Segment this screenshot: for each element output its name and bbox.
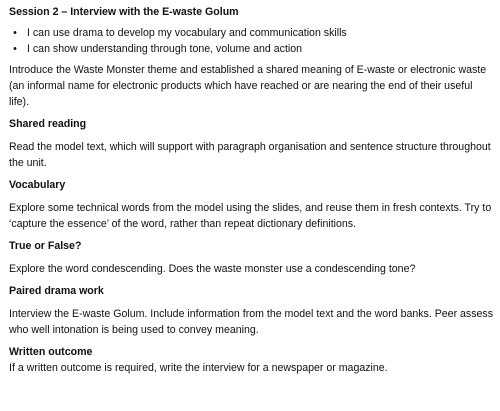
section-heading: Vocabulary <box>9 179 66 191</box>
learning-objective-item <box>9 25 494 41</box>
session-title: Session 2 – Interview with the E-waste Golum <box>9 6 239 18</box>
section-true-or-false <box>9 238 494 277</box>
intro-paragraph: Introduce the Waste Monster theme and established a shared meaning of E-waste or electronic waste (an informal name for electronic products which have reached or are nearing the end of their useful life). <box>9 64 487 108</box>
section-body: Explore the word condescending. Does the waste monster use a condescending tone? <box>9 263 416 275</box>
section-paired-drama-work <box>9 283 494 338</box>
section-shared-reading <box>9 116 494 171</box>
section-heading: True or False? <box>9 240 82 252</box>
learning-objective-item <box>9 41 494 57</box>
section-heading: Written outcome <box>9 346 93 358</box>
learning-objective-text: I can use drama to develop my vocabulary and communication skills <box>27 27 347 39</box>
section-body: Read the model text, which will support with paragraph organisation and sentence structure throughout the unit. <box>9 141 491 169</box>
bullet-icon: • <box>13 43 17 55</box>
section-written-outcome <box>9 344 494 376</box>
learning-objective-text: I can show understanding through tone, volume and action <box>27 43 303 55</box>
learning-objectives-list <box>9 25 494 57</box>
section-body: If a written outcome is required, write the interview for a newspaper or magazine. <box>9 362 388 374</box>
section-heading: Paired drama work <box>9 285 104 297</box>
section-vocabulary <box>9 177 494 232</box>
section-heading: Shared reading <box>9 118 87 130</box>
bullet-icon: • <box>13 27 17 39</box>
section-body: Explore some technical words from the model using the slides, and reuse them in fresh contexts. Try to ‘capture the essence’ of the word, rather than repeat dictionary definitions. <box>9 202 492 230</box>
section-body: Interview the E-waste Golum. Include information from the model text and the word banks. Peer assess who well intonation is being used to convey meaning. <box>9 308 494 336</box>
